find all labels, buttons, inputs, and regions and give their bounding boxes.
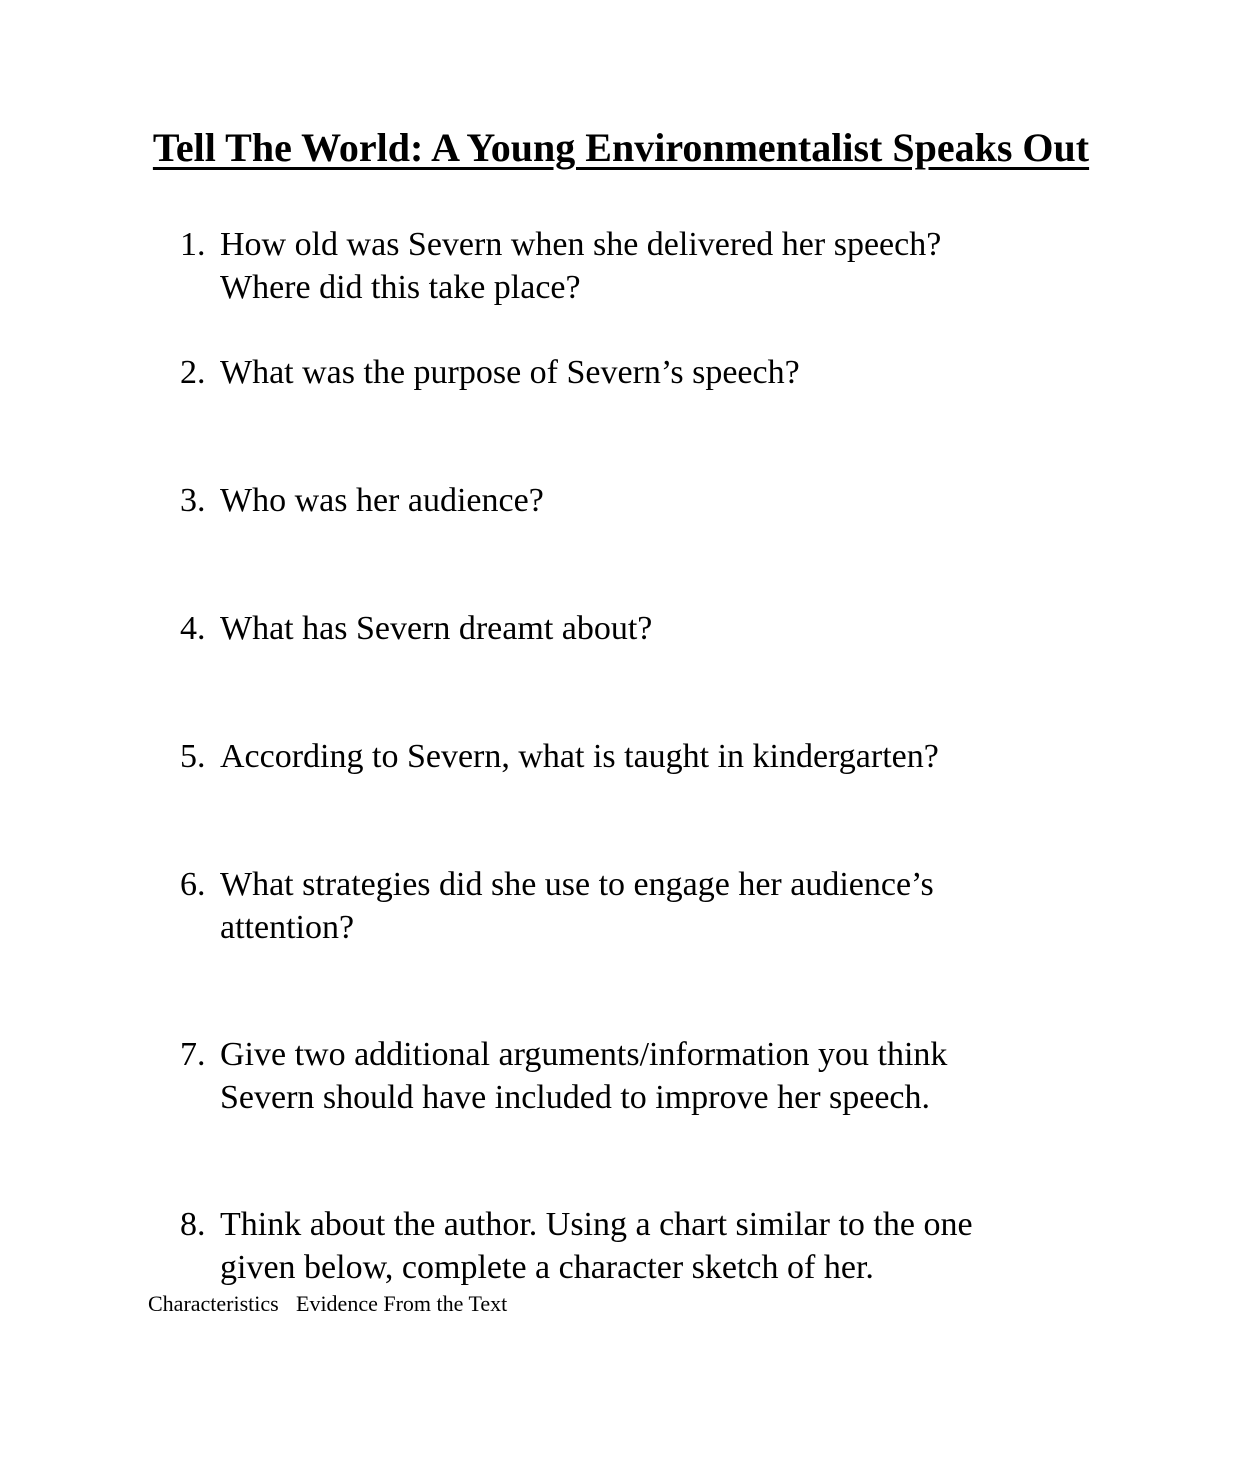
question-number: 2. (180, 354, 206, 391)
question-number: 4. (180, 610, 206, 647)
question-1 (180, 223, 1060, 309)
question-3 (180, 479, 1060, 522)
question-6 (180, 863, 1060, 949)
question-text: Think about the author. Using a chart similar to the one given below, complete a character sketch of her. (220, 1206, 973, 1286)
question-text: According to Severn, what is taught in kindergarten? (220, 738, 939, 775)
question-number: 5. (180, 738, 206, 775)
question-text: How old was Severn when she delivered her speech? Where did this take place? (220, 226, 942, 306)
chart-column-characteristics: Characteristics (148, 1291, 279, 1316)
question-text: Who was her audience? (220, 482, 544, 519)
question-2 (180, 351, 1060, 394)
question-number: 7. (180, 1036, 206, 1073)
question-8 (180, 1203, 1060, 1289)
question-4 (180, 607, 1060, 650)
question-5 (180, 735, 1060, 778)
question-number: 1. (180, 226, 206, 263)
question-text: What has Severn dreamt about? (220, 610, 653, 647)
question-number: 3. (180, 482, 206, 519)
chart-column-evidence: Evidence From the Text (296, 1291, 508, 1316)
question-7 (180, 1033, 1060, 1119)
question-number: 8. (180, 1206, 206, 1243)
page-title: Tell The World: A Young Environmentalist Speaks Out (152, 125, 1090, 170)
question-text: What strategies did she use to engage her audience’s attention? (220, 866, 934, 946)
character-chart-header (148, 1290, 507, 1318)
question-text: What was the purpose of Severn’s speech? (220, 354, 800, 391)
question-number: 6. (180, 866, 206, 903)
question-text: Give two additional arguments/information you think Severn should have included to improve her speech. (220, 1036, 948, 1116)
